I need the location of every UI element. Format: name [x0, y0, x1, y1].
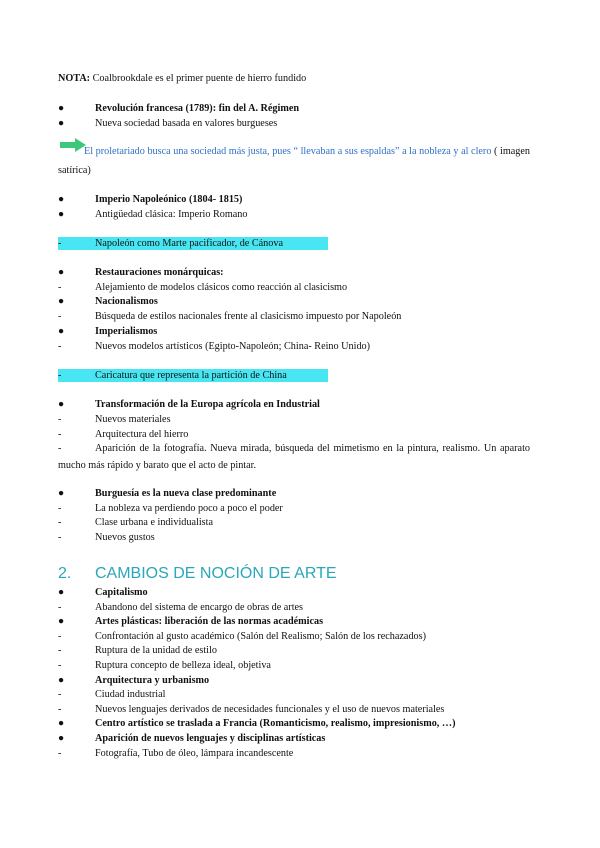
- arquitectura-item-2: Nuevos lenguajes derivados de necesidades funcionales y el uso de nuevos materiales: [95, 704, 445, 715]
- dash-marker: -: [58, 532, 62, 543]
- bullet-marker: ●: [58, 675, 65, 686]
- artes-item-2: Ruptura de la unidad de estilo: [95, 645, 217, 656]
- arquitectura-item-1: Ciudad industrial: [95, 689, 166, 700]
- transformacion-item-2: Arquitectura del hierro: [95, 429, 189, 440]
- dash-marker: -: [58, 645, 62, 656]
- note-text: Coalbrookdale es el primer puente de hierro fundido: [92, 73, 307, 84]
- dash-marker: -: [58, 282, 62, 293]
- dash-marker: -: [58, 429, 62, 440]
- dash-marker: -: [58, 311, 62, 322]
- section-title: CAMBIOS DE NOCIÓN DE ARTE: [95, 565, 337, 582]
- revolucion-note: [58, 142, 530, 180]
- bullet-marker: ●: [58, 399, 65, 410]
- bullet-marker: ●: [58, 488, 65, 499]
- burguesia-item-2: Clase urbana e individualista: [95, 517, 213, 528]
- revolucion-note-tail: ( imagen satírica): [58, 146, 531, 176]
- aparicion-title: Aparición de nuevos lenguajes y disciplinas artísticas: [95, 733, 326, 744]
- burguesia-title: Burguesía es la nueva clase predominante: [95, 488, 277, 499]
- nacionalismos-title: Nacionalismos: [95, 296, 158, 307]
- imperio-item-1: Antigüedad clásica: Imperio Romano: [95, 209, 248, 220]
- revolucion-item-1: Nueva sociedad basada en valores burgueses: [95, 118, 278, 129]
- dash-marker: -: [58, 443, 62, 454]
- burguesia-item-3: Nuevos gustos: [95, 532, 155, 543]
- transformacion-item-3: Aparición de la fotografía. Nueva mirada, búsqueda del mimetismo en la pintura, realismo. Un aparato mucho más rápido y barato que el acto de pintar.: [58, 443, 530, 471]
- transformacion-title: Transformación de la Europa agrícola en Industrial: [95, 399, 320, 410]
- transformacion-item-1: Nuevos materiales: [95, 414, 171, 425]
- imperialismos-title: Imperialismos: [95, 326, 158, 337]
- burguesia-item-1: La nobleza va perdiendo poco a poco el poder: [95, 503, 283, 514]
- restauraciones-highlight: Caricatura que representa la partición de China: [95, 370, 287, 381]
- centro-title: Centro artístico se traslada a Francia (Romanticismo, realismo, impresionismo, …): [95, 718, 456, 729]
- dash-marker: -: [58, 631, 62, 642]
- imperialismos-item: Nuevos modelos artísticos (Egipto-Napoleón; China- Reino Unido): [95, 341, 371, 352]
- dash-marker: -: [58, 660, 62, 671]
- arquitectura-title: Arquitectura y urbanismo: [95, 675, 210, 686]
- item-transformacion-3: [58, 440, 530, 474]
- section-number: 2.: [58, 565, 72, 582]
- imperio-highlight: Napoleón como Marte pacificador, de Cánova: [95, 238, 283, 249]
- restauraciones-title: Restauraciones monárquicas:: [95, 267, 224, 278]
- dash-marker: -: [58, 238, 62, 249]
- dash-marker: -: [58, 748, 62, 759]
- capitalismo-item: Abandono del sistema de encargo de obras de artes: [95, 602, 304, 613]
- dash-marker: -: [58, 503, 62, 514]
- note-label: NOTA:: [58, 73, 91, 84]
- bullet-marker: ●: [58, 267, 65, 278]
- dash-marker: -: [58, 517, 62, 528]
- revolucion-title: Revolución francesa (1789): fin del A. Régimen: [95, 103, 300, 114]
- bullet-marker: ●: [58, 103, 65, 114]
- dash-marker: -: [58, 689, 62, 700]
- bullet-marker: ●: [58, 587, 65, 598]
- capitalismo-title: Capitalismo: [95, 587, 148, 598]
- note-line: [58, 72, 530, 85]
- bullet-marker: ●: [58, 326, 65, 337]
- revolucion-note-blue: El proletariado busca una sociedad más justa, pues “ llevaban a sus espaldas” a la nobleza y al clero: [84, 146, 492, 157]
- bullet-marker: ●: [58, 718, 65, 729]
- artes-title: Artes plásticas: liberación de las normas académicas: [95, 616, 324, 627]
- bullet-marker: ●: [58, 733, 65, 744]
- artes-item-1: Confrontación al gusto académico (Salón del Realismo; Salón de los rechazados): [95, 631, 426, 642]
- bullet-marker: ●: [58, 209, 65, 220]
- imperio-title: Imperio Napoleónico (1804- 1815): [95, 194, 243, 205]
- restauraciones-item-1: Alejamiento de modelos clásicos como reacción al clasicismo: [95, 282, 348, 293]
- aparicion-item: Fotografía, Tubo de óleo, lámpara incandescente: [95, 748, 294, 759]
- dash-marker: -: [58, 704, 62, 715]
- dash-marker: -: [58, 341, 62, 352]
- dash-marker: -: [58, 602, 62, 613]
- bullet-marker: ●: [58, 616, 65, 627]
- bullet-marker: ●: [58, 118, 65, 129]
- dash-marker: -: [58, 414, 62, 425]
- bullet-marker: ●: [58, 296, 65, 307]
- dash-marker: -: [58, 370, 62, 381]
- artes-item-3: Ruptura concepto de belleza ideal, objetiva: [95, 660, 271, 671]
- bullet-marker: ●: [58, 194, 65, 205]
- nacionalismos-item: Búsqueda de estilos nacionales frente al clasicismo impuesto por Napoleón: [95, 311, 402, 322]
